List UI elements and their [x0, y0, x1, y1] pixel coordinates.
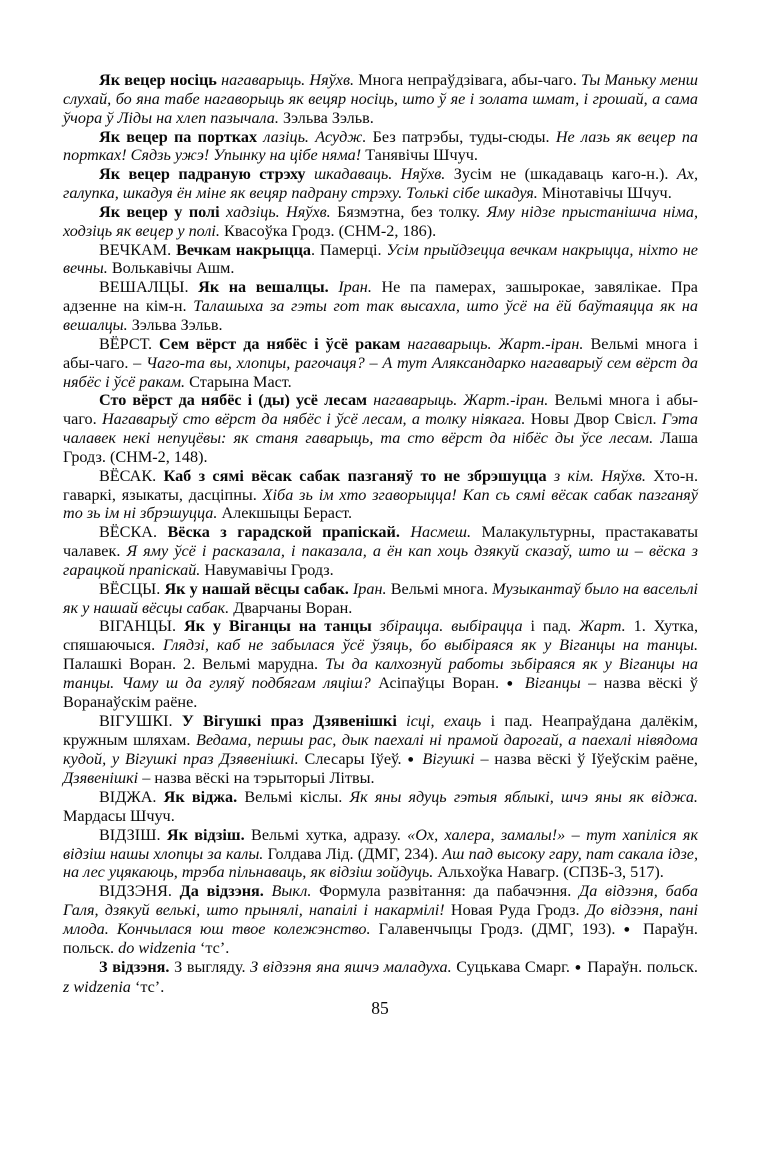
text-run: Як вецер па портках [99, 127, 264, 146]
text-run: Нагаварыў сто вёрст да нябёс і ўсё лесам, а толку ніякага. [101, 410, 531, 429]
text-run: Лаша Гродз. (СНМ-2, 148). [63, 429, 698, 466]
text-run: Параўн. польск. [587, 958, 698, 977]
text-run: Вёска з гарадской прапіскай. [167, 523, 411, 542]
text-run: Мінотавічы Шчуч. [541, 184, 672, 203]
text-run: Талашыха за гэты гот так высахла, што ўсё на ёй баўтаяцца як на вешалцы. [63, 297, 698, 334]
text-run: Вельмі многа і абы-чаго. [63, 334, 698, 372]
text-run: Новая Руда Гродз. [450, 901, 586, 920]
text-run: Новы Двор Свісл. [530, 410, 662, 429]
text-run: лазіць. Асудж. [263, 127, 373, 146]
text-run: Формула развітання: да пабачэння. [319, 882, 579, 901]
text-run: Каб з сямі вёсак сабак пазганяў то не збрэшуцца [163, 466, 554, 485]
text-run: Вельмі хутка, адразу. [251, 825, 408, 844]
text-run: ісці, ехаць [406, 712, 491, 731]
entries-container [63, 71, 698, 996]
text-run: Не лазь як вецер па портках! Сядзь ужэ! Упынку на цібе няма! [63, 127, 699, 165]
text-run: Алекшыцы Бераст. [221, 504, 353, 523]
page-number: 85 [371, 998, 389, 1018]
text-run: Сем вёрст да нябёс і ўсё ракам [159, 334, 408, 353]
dictionary-entry [63, 523, 698, 580]
text-run: ВЁСЦЫ. [99, 579, 165, 598]
dictionary-entry [63, 826, 698, 883]
text-run: ‘тс’. [200, 939, 230, 958]
text-run: Ты да калхознуй работы зьбіраяся як у Віганцы на танцы. Чаму ш да гуляў подбягам ляціш? [63, 655, 698, 692]
dictionary-entry [63, 467, 698, 524]
text-run: Хіба зь ім хто згаворыцца! Кап сь сямі вёсак сабак пазганяў то зь ім ні збрэшуцца. [63, 485, 698, 523]
text-run: Слесары Іўеў. [304, 749, 408, 768]
text-run: Аш пад высоку гару, пат сакала ідзе, на лес уцякаюць, трэба пільнаваць, як відзіш зойдуць. [63, 844, 699, 882]
text-run: – назва вёскі ў Іўеўскім раёне, [480, 749, 698, 768]
text-run: ВЁРСТ. [99, 334, 160, 353]
text-run: Дзявенішкі [63, 769, 143, 788]
text-run: Бязмэтна, без толку. [337, 202, 487, 221]
text-run: До відзэня, пані млода. Кончылася юш твое колежэнство. [63, 901, 698, 938]
text-run: ВЁСКА. [99, 523, 168, 542]
dictionary-entry [63, 335, 698, 392]
text-run: Жарт. [578, 617, 634, 636]
text-run: Старына Маст. [189, 372, 292, 391]
text-run: З выгляду. [174, 958, 251, 977]
text-run: Як вецер у полі [99, 202, 227, 221]
text-run: Танявічы Шчуч. [365, 146, 478, 165]
text-run: Глядзі, каб не забылася ўсё ўзяць, бо выбіраяся як у Віганцы на танцы. [162, 636, 698, 655]
text-run: Голдава Лід. (ДМГ, 234). [267, 844, 443, 863]
text-run: Насмеш. [410, 523, 482, 542]
text-run: Да відзэня. [179, 882, 272, 901]
text-run: Сто вёрст да нябёс і (ды) усё лесам [99, 391, 374, 410]
dictionary-entry [63, 128, 698, 166]
text-run: ВЁСАК. [99, 466, 164, 485]
text-run: Я яму ўсё і расказала, і паказала, а ён кап хоць дзякуй сказаў, што ш – вёска з гарацкой прапіскай. [63, 542, 698, 579]
text-run: Ты Маньку менш слухай, бо яна табе нагаворыць як вецяр носіць, што ў яе і золата шмат, і грошай, а сама ўчора ў Ліды на хлеп пазычала. [63, 71, 699, 127]
dictionary-entry [63, 580, 698, 618]
text-run: Галавенчыцы Гродз. (ДМГ, 193). [378, 919, 624, 938]
dictionary-entry [63, 788, 698, 826]
text-run: збірацца. выбірацца [379, 617, 531, 636]
text-run: Зусім не (шкадаваць каго-н.). [453, 165, 677, 184]
bullet-icon: ● [574, 961, 588, 974]
text-run: do widzenia [118, 939, 200, 958]
text-run: нагаварыць. Жарт.-іран. [373, 391, 555, 410]
text-run: ‘тс’. [134, 977, 165, 996]
text-run: Навумавічы Гродз. [204, 560, 334, 579]
text-run: Квасоўка Гродз. (СНМ-2, 186). [224, 221, 437, 240]
text-run: Ведама, першы рас, дык паехалі ні прамой дарогай, а паехалі нівядома кудой, у Вігушкі праз Дзявенішкі. [63, 731, 698, 768]
text-run: Хто-н. гаваркі, языкаты, дасціпны. [63, 466, 698, 504]
text-run: Іран. [352, 579, 391, 598]
text-run: z widzenia [63, 977, 135, 996]
text-run: Як відзіш. [166, 825, 252, 844]
text-run: Зэльва Зэльв. [131, 315, 223, 334]
text-run: ВЕЧКАМ. [99, 240, 177, 259]
text-run: Мардасы Шчуч. [63, 806, 175, 825]
text-run: Зэльва Зэльв. [283, 108, 374, 127]
text-run: Дварчаны Воран. [233, 598, 353, 617]
text-run: – назва вёскі на тэрыторыі Літвы. [142, 769, 375, 788]
text-run: Музыкантаў было на васельлі як у нашай вёсцы сабак. [63, 579, 698, 617]
dictionary-entry [63, 617, 698, 712]
bullet-icon: ● [506, 677, 525, 690]
text-run: Без патрэбы, туды-сюды. [372, 127, 556, 146]
text-run: Іран. [338, 278, 382, 297]
text-run: Як вецер носіць [99, 71, 222, 89]
text-run: Палашкі Воран. 2. Вельмі марудна. [63, 655, 326, 674]
text-run: Да відзэня, баба Галя, дзякуй велькі, што прынялі, напаілі і накармілі! [63, 882, 698, 920]
bullet-icon: ● [623, 923, 644, 936]
text-run: Параўн. польск. [63, 919, 698, 958]
text-run: Вельмі кіслы. [244, 788, 350, 807]
text-run: ВІДЗЭНЯ. [99, 882, 180, 901]
text-run: Віганцы [524, 674, 589, 692]
text-run: Вечкам накрыцца [176, 240, 312, 259]
text-run: . Памерці. [311, 240, 387, 259]
text-run: Вельмі многа. [390, 579, 493, 598]
text-run: Як у нашай вёсцы сабак. [164, 579, 353, 598]
text-run: ВІГАНЦЫ. [99, 617, 184, 636]
text-run: «Ох, халера, замалы!» – тут хапіліся як відзіш нашы хлопцы за калы. [63, 825, 699, 863]
text-run: Волькавічы Ашм. [111, 259, 235, 278]
text-run: Як у Віганцы на танцы [183, 617, 380, 636]
text-run: Не па памерах, зашырокае, завялікае. Пра адзенне на кім-н. [63, 278, 698, 316]
text-run: нагаварыць. Няўхв. [221, 71, 359, 89]
text-run: шкадаваць. Няўхв. [313, 165, 454, 184]
text-run: Усім прыйдзецца вечкам накрыцца, ніхто не вечны. [63, 240, 698, 278]
text-run: Як яны ядуць гэтыя яблыкі, шчэ яны як віджа. [349, 788, 698, 807]
text-run: У Вігушкі праз Дзявенішкі [181, 712, 407, 731]
text-run: З відзэня яна яшчэ маладуха. [250, 958, 457, 977]
text-run: ВІДЖА. [99, 788, 164, 807]
text-run: Малакультурны, прастакаваты чалавек. [63, 523, 698, 561]
text-run: з кім. Няўхв. [553, 466, 654, 485]
text-run: нагаварыць. Жарт.-іран. [407, 334, 591, 353]
text-run: З відзэня. [99, 958, 175, 977]
text-run: Альхоўка Навагр. (СПЗБ-3, 517). [437, 863, 664, 882]
dictionary-entry [63, 241, 698, 279]
dictionary-entry [63, 391, 698, 466]
text-run: Выкл. [271, 882, 320, 901]
bullet-icon: ● [407, 753, 423, 766]
text-run: ВЕШАЛЦЫ. [99, 278, 199, 297]
text-run: Як віджа. [163, 788, 245, 807]
text-run: Вельмі многа і абы-чаго. [63, 391, 699, 429]
text-run: хадзіць. Няўхв. [226, 202, 338, 221]
text-run: і пад. [530, 617, 579, 636]
text-run: Як вецер падраную стрэху [99, 165, 314, 184]
text-run: і пад. Неапраўдана далёкім, кружным шляхам. [63, 712, 698, 750]
dictionary-entry [63, 958, 698, 996]
text-run: Гэта чалавек некі непуцёвы: як станя гаварыць, та сто вёрст да нібёс ды ўсе лесам. [63, 410, 698, 448]
dictionary-entry [63, 278, 698, 335]
text-run: Многа непраўдзівага, абы-чаго. [358, 71, 581, 89]
dictionary-entry [63, 165, 698, 203]
text-run: ВІДЗІШ. [99, 825, 167, 844]
text-run: Як на вешалцы. [198, 278, 339, 297]
text-run: Суцькава Смарг. [456, 958, 575, 977]
text-run: ВІГУШКІ. [99, 712, 182, 731]
text-run: 1. Хутка, спяшаючыся. [63, 617, 698, 655]
dictionary-entry [63, 71, 698, 128]
text-run: – назва вёскі ў Воранаўскім раёне. [63, 674, 699, 712]
text-run: – Чаго-та вы, хлопцы, рагочаця? – А тут Аляксандарко нагаварыў сем вёрст да нябёс і ўсё ракам. [63, 353, 699, 391]
text-run: Яму нідзе прыстанішча німа, ходзіць як вецер у полі. [63, 202, 698, 240]
text-run: Вігушкі [422, 749, 481, 768]
dictionary-entry [63, 203, 698, 241]
dictionary-entry [63, 712, 698, 788]
dictionary-entry [63, 882, 698, 958]
text-run: Асіпаўцы Воран. [378, 674, 507, 692]
text-run: Ах, галупка, шкадуя ён міне як вецяр падрану стрэху. Толькі сібе шкадуя. [63, 165, 698, 203]
